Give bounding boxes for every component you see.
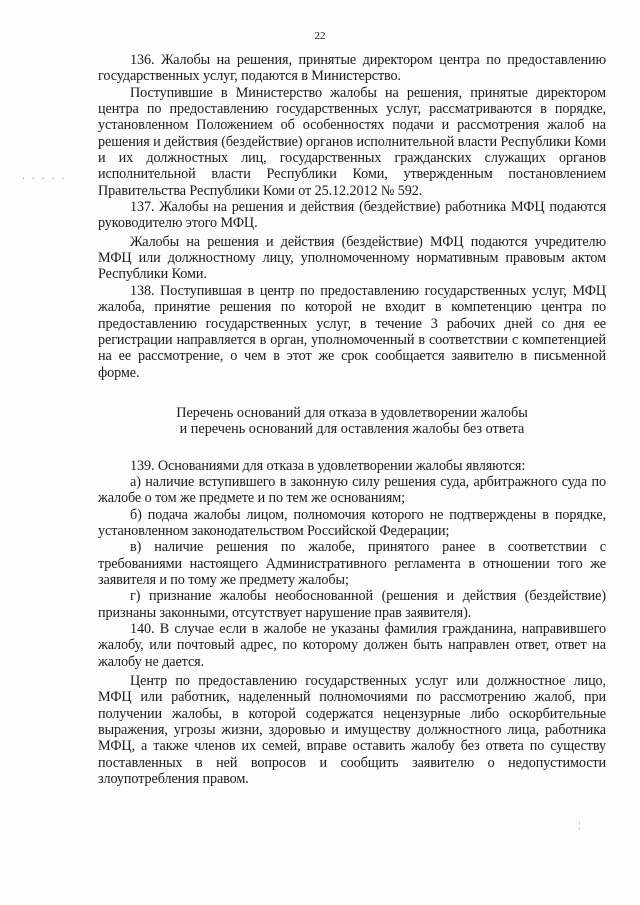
paragraph-140-continued: Центр по предоставлению государственных услуг или должностное лицо, МФЦ или работник, наделенный полномочиями по рассмотрению жалоб, при получении жалобы, в которой содержатся нецензурные либо оскорбительные выражения, угрозы жизни, здоровью и имуществу должностного лица, работника МФЦ, а также членов их семей, вправе оставить жалобу без ответа по существу поставленных в ней вопросов и сообщить заявителю о недопустимости злоупотребления правом. — [98, 673, 606, 788]
paragraph-137: 137. Жалобы на решения и действия (бездействие) работника МФЦ подаются руководителю этого МФЦ. — [98, 199, 606, 232]
paragraph-136: 136. Жалобы на решения, принятые директором центра по предоставлению государственных услуг, подаются в Министерство. — [98, 52, 606, 85]
document-body — [98, 52, 606, 787]
section-heading-line-1: Перечень оснований для отказа в удовлетворении жалобы — [176, 404, 528, 421]
section-heading — [98, 405, 606, 438]
paragraph-137-continued: Жалобы на решения и действия (бездействие) МФЦ подаются учредителю МФЦ или должностному лицу, уполномоченному нормативным правовым актом Республики Коми. — [98, 233, 606, 283]
paragraph-140: 140. В случае если в жалобе не указаны фамилия гражданина, направившего жалобу, или почтовый адрес, по которому должен быть направлен ответ, ответ на жалобу не дается. — [98, 621, 606, 670]
scan-artifact-mark: ¦ — [578, 820, 580, 830]
margin-scan-marks: · · · · · — [22, 174, 67, 185]
paragraph-139-item-b: б) подача жалобы лицом, полномочия которого не подтверждены в порядке, установленном законодательством Российской Федерации; — [98, 506, 606, 539]
paragraph-139-item-a: а) наличие вступившего в законную силу решения суда, арбитражного суда по жалобе о том же предмете и по тем же основаниям; — [98, 473, 606, 507]
section-heading-line-2: и перечень оснований для оставления жалобы без ответа — [179, 421, 525, 438]
paragraph-139-item-d: г) признание жалобы необоснованной (решения и действия (бездействие) признаны законными, отсутствует нарушение прав заявителя). — [98, 588, 606, 621]
paragraph-139-item-c: в) наличие решения по жалобе, принятого ранее в соответствии с требованиями настоящего Административного регламента в отношении того же заявителя и по тому же предмету жалобы; — [98, 539, 606, 588]
paragraph-138: 138. Поступившая в центр по предоставлению государственных услуг, МФЦ жалоба, принятие решения по которой не входит в компетенцию центра по предоставлению государственных услуг, в течение 3 рабочих дней со дня ее регистрации направляется в орган, уполномоченный в соответствии с компетенцией на ее рассмотрение, о чем в этот же срок сообщается заявителю в письменной форме. — [98, 282, 606, 381]
paragraph-136-continued: Поступившие в Министерство жалобы на решения, принятые директором центра по предоставлению государственных услуг, рассматриваются в порядке, установленном Положением об особенностях подачи и рассмотрения жалоб на решения и действия (бездействие) органов исполнительной власти Республики Коми и их должностных лиц, государственных гражданских служащих органов исполнительной власти Республики Коми, утвержденным постановлением Правительства Республики Коми от 25.12.2012 № 592. — [98, 84, 606, 199]
paragraph-139: 139. Основаниями для отказа в удовлетворении жалобы являются: — [130, 457, 526, 474]
page-number: 22 — [314, 30, 326, 42]
